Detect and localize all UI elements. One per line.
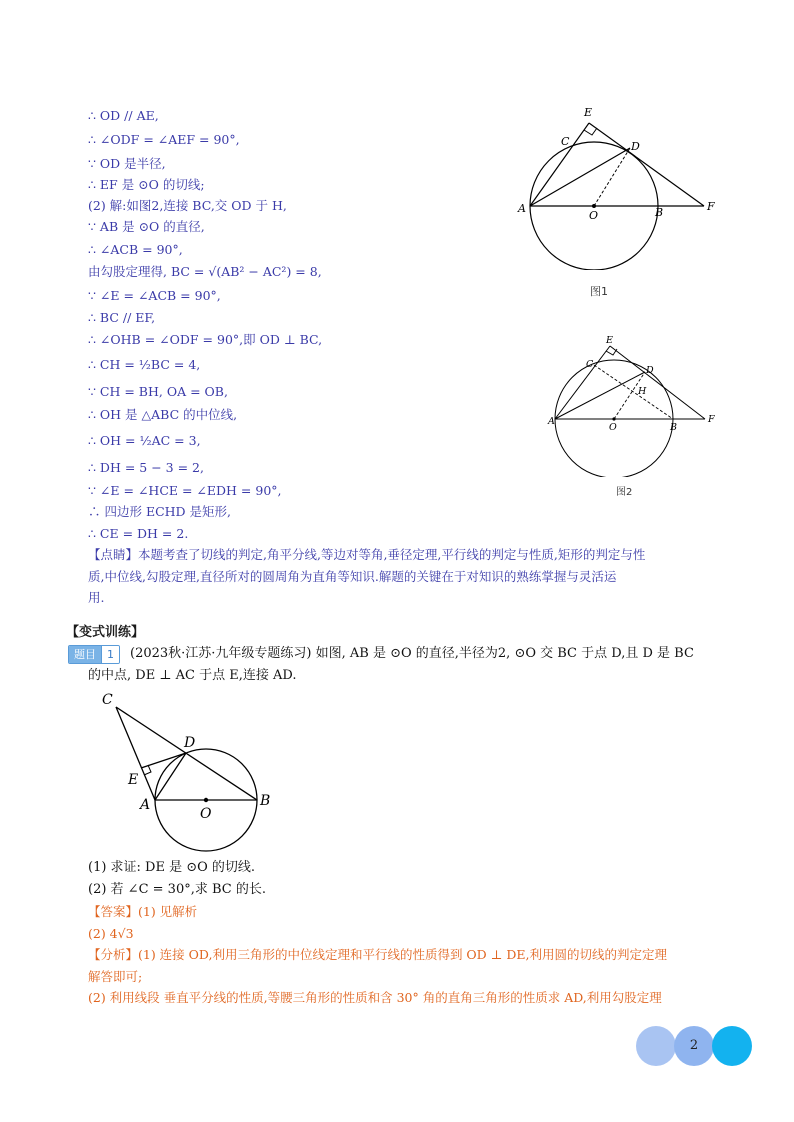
fig1-label-A: A xyxy=(518,202,526,215)
fig2-label-O: O xyxy=(609,422,617,433)
fig2-label-E: E xyxy=(606,335,613,346)
problem-label-D: D xyxy=(184,735,196,751)
analysis-line-2: 解答即可; xyxy=(88,969,143,984)
solution-line: ∵ OD 是半径, xyxy=(88,156,166,171)
fig1-label-F: F xyxy=(707,200,715,213)
note-line-2: 质,中位线,勾股定理,直径所对的圆周角为直角等知识.解题的关键在于对知识的熟练掌握与灵活运 xyxy=(88,569,617,584)
solution-line: ∴ CH = ½BC = 4, xyxy=(88,357,201,372)
badge-number: 1 xyxy=(101,646,119,663)
problem-line-DE xyxy=(141,753,186,768)
solution-line: (2) 解:如图2,连接 BC,交 OD 于 H, xyxy=(88,198,287,213)
problem-label-B: B xyxy=(260,793,271,809)
fig1-line-AE xyxy=(530,123,589,206)
solution-line: ∵ ∠E = ∠ACB = 90°, xyxy=(88,288,221,303)
page-number-area xyxy=(636,1026,752,1066)
problem-center-dot xyxy=(204,798,208,802)
badge-label: 题目 xyxy=(69,646,101,663)
page-deco-circle-1 xyxy=(636,1026,676,1066)
solution-line: ∴ OH = ½AC = 3, xyxy=(88,433,201,448)
note-line-3: 用. xyxy=(88,590,105,605)
problem-statement-line-1: (2023秋·江苏·九年级专题练习) 如图, AB 是 ⊙O 的直径,半径为2, ⊙O 交 BC 于点 D,且 D 是 BC xyxy=(130,646,694,661)
problem-statement-line-2: 的中点, DE ⊥ AC 于点 E,连接 AD. xyxy=(88,668,297,683)
note-text: 本题考查了切线的判定,角平分线,等边对等角,垂径定理,平行线的判定与性质,矩形的判定与性 xyxy=(138,547,646,562)
page-number: 2 xyxy=(689,1038,699,1053)
solution-line: ∴ DH = 5 − 3 = 2, xyxy=(88,460,204,475)
answer-line-2: (2) 4√3 xyxy=(88,926,134,941)
sub-question-1: (1) 求证: DE 是 ⊙O 的切线. xyxy=(88,860,256,875)
fig2-line-AE xyxy=(555,346,610,419)
problem-line-AD xyxy=(155,753,186,800)
solution-line: ∴ BC // EF, xyxy=(88,310,156,325)
problem-label-C: C xyxy=(102,692,113,708)
solution-line: ∵ AB 是 ⊙O 的直径, xyxy=(88,219,205,234)
solution-line: ∵ ∠E = ∠HCE = ∠EDH = 90°, xyxy=(88,483,282,498)
solution-line: ∴ CE = DH = 2. xyxy=(88,526,189,541)
fig1-label-D: D xyxy=(631,140,640,153)
solution-line: ∴ OD // AE, xyxy=(88,108,159,123)
solution-line: 由勾股定理得, BC = √(AB² − AC²) = 8, xyxy=(88,264,322,279)
fig1-right-angle-mark xyxy=(584,128,597,135)
solution-line: ∴ ∠OHB = ∠ODF = 90°,即 OD ⊥ BC, xyxy=(88,332,323,347)
solution-line: ∵ CH = BH, OA = OB, xyxy=(88,384,228,399)
solution-line: ∴ ∠ODF = ∠AEF = 90°, xyxy=(88,132,240,147)
solution-line: ∴ EF 是 ⊙O 的切线; xyxy=(88,177,205,192)
fig2-label-A: A xyxy=(548,416,555,427)
fig1-label-C: C xyxy=(561,135,570,148)
problem-label-A: A xyxy=(140,797,151,813)
solution-line: ∴ 四边形 ECHD 是矩形, xyxy=(88,504,232,519)
fig2-label-D: D xyxy=(646,365,654,376)
figure-2-diagram xyxy=(546,332,726,477)
problem-label-O: O xyxy=(200,806,212,822)
sub-question-2: (2) 若 ∠C = 30°,求 BC 的长. xyxy=(88,882,266,897)
section-header: 【变式训练】 xyxy=(66,625,145,640)
problem-label-E: E xyxy=(128,772,139,788)
fig2-label-H: H xyxy=(638,386,647,397)
fig1-label-O: O xyxy=(589,209,599,222)
fig1-line-EF xyxy=(589,123,704,206)
analysis-line-3: (2) 利用线段 垂直平分线的性质,等腰三角形的性质和含 30° 角的直角三角形的性质求 AD,利用勾股定理 xyxy=(88,990,662,1005)
fig2-line-AD xyxy=(555,372,645,419)
fig2-label-C: C xyxy=(586,359,594,370)
fig1-line-OD xyxy=(594,148,630,206)
fig2-label-F: F xyxy=(708,414,715,425)
fig1-center-dot xyxy=(592,204,596,208)
fig1-label-E: E xyxy=(584,106,593,119)
solution-line: ∴ ∠ACB = 90°, xyxy=(88,242,183,257)
fig1-label-B: B xyxy=(655,206,664,219)
answer-line-1: 【答案】(1) 见解析 xyxy=(88,904,198,919)
note-tag: 【点睛】 xyxy=(88,547,139,562)
problem-badge xyxy=(68,645,120,664)
fig2-label-B: B xyxy=(670,422,677,433)
fig2-center-dot xyxy=(612,417,615,420)
fig1-line-AD xyxy=(530,148,630,206)
note-line-1 xyxy=(88,547,645,563)
figure-2-caption: 图2 xyxy=(616,487,633,498)
page-deco-circle-3 xyxy=(712,1026,752,1066)
analysis-line-1: 【分析】(1) 连接 OD,利用三角形的中位线定理和平行线的性质得到 OD ⊥ DE,利用圆的切线的判定定理 xyxy=(88,947,668,962)
figure-1-caption: 图1 xyxy=(590,285,608,298)
figure-1-diagram xyxy=(510,100,730,270)
page-deco-circle-2 xyxy=(674,1026,714,1066)
solution-line: ∴ OH 是 △ABC 的中位线, xyxy=(88,407,238,422)
problem-figure-diagram xyxy=(95,685,285,855)
